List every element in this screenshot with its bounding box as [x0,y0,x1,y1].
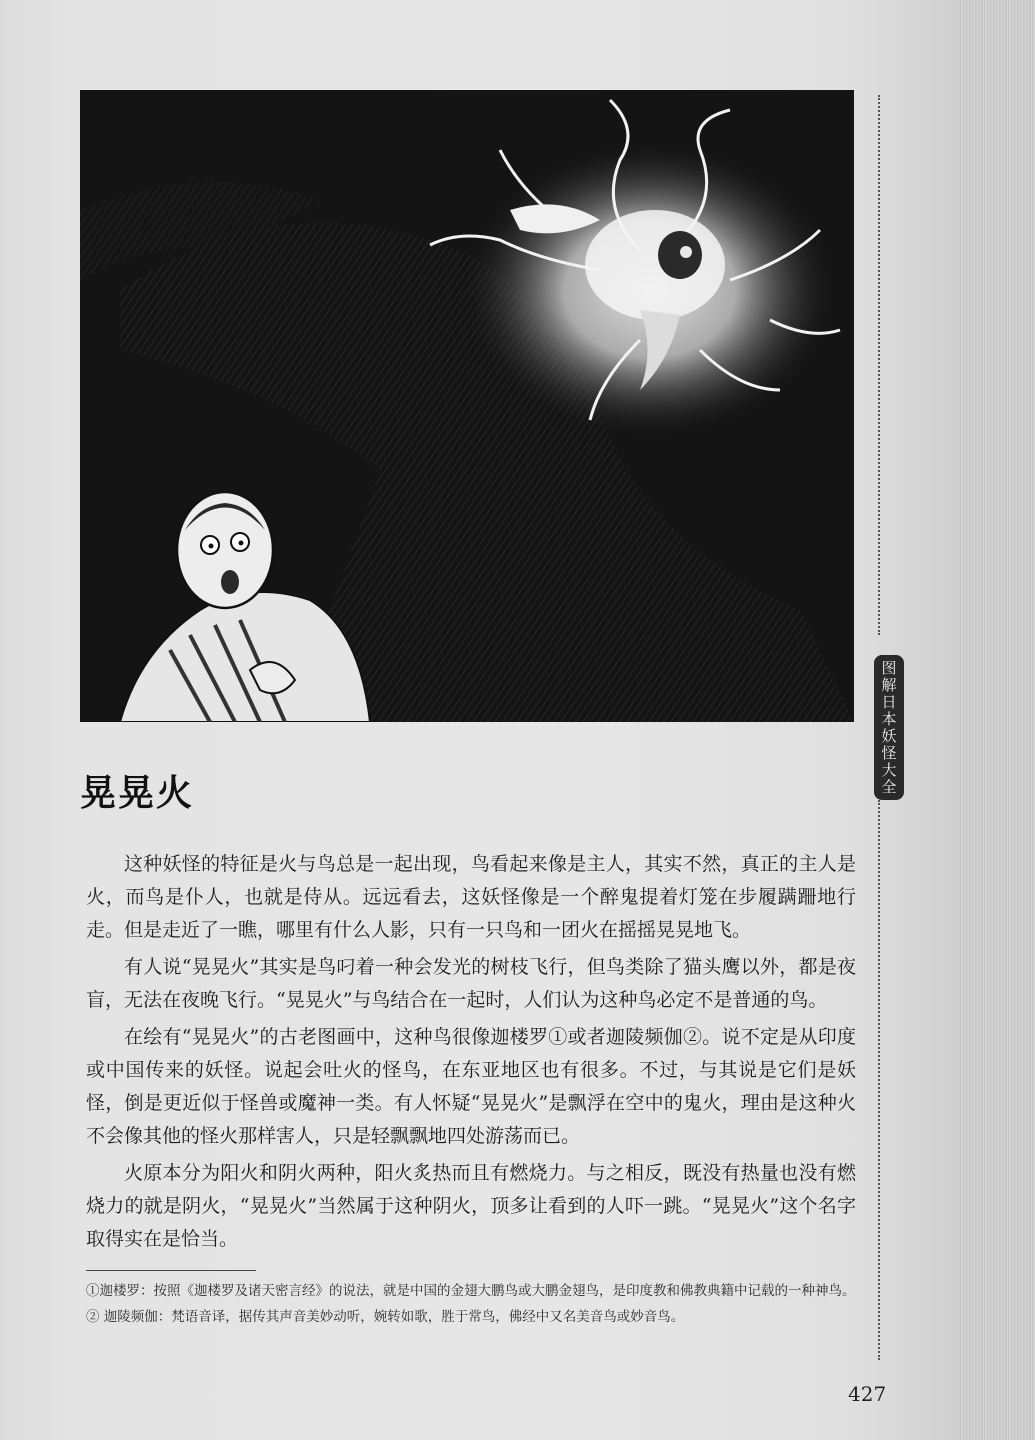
footnote-divider [86,1270,256,1271]
margin-dotted-rule-upper [878,95,880,635]
entry-title: 晃晃火 [80,773,195,814]
footnote: ①迦楼罗：按照《迦楼罗及诸天密言经》的说法，就是中国的金翅大鹏鸟或大鹏金翅鸟，是印度教和佛教典籍中记载的一种神鸟。 [86,1283,856,1299]
illustration-drawing [80,90,854,722]
body-paragraph: 这种妖怪的特征是火与鸟总是一起出现，鸟看起来像是主人，其实不然，真正的主人是火，而鸟是仆人，也就是侍从。远远看去，这妖怪像是一个醉鬼提着灯笼在步履蹒跚地行走。但是走近了一瞧，哪里有什么人影，只有一只鸟和一团火在摇摇晃晃地飞。 [86,853,856,941]
footnotes [86,1278,856,1330]
body-paragraph: 有人说“晃晃火”其实是鸟叼着一种会发光的树枝飞行，但鸟类除了猫头鹰以外，都是夜盲，无法在夜晚飞行。“晃晃火”与鸟结合在一起时，人们认为这种鸟必定不是普通的鸟。 [86,956,856,1011]
body-paragraph: 在绘有“晃晃火”的古老图画中，这种鸟很像迦楼罗①或者迦陵频伽②。说不定是从印度或中国传来的妖怪。说起会吐火的怪鸟，在东亚地区也有很多。不过，与其说是它们是妖怪，倒是更近似于怪兽或魔神一类。有人怀疑“晃晃火”是飘浮在空中的鬼火，理由是这种火不会像其他的怪火那样害人，只是轻飘飘地四处游荡而已。 [86,1026,856,1147]
book-title-tab [874,655,904,800]
page-number: 427 [848,1382,887,1406]
page-stack-edge [960,0,1035,1440]
book-title-tab-label: 图解日本妖怪大全 [879,659,898,796]
footnote: ② 迦陵频伽：梵语音译，据传其声音美妙动听，婉转如歌，胜于常鸟，佛经中又名美音鸟或妙音鸟。 [86,1309,685,1325]
ink-illustration [80,90,854,722]
body-paragraph: 火原本分为阳火和阴火两种，阳火炙热而且有燃烧力。与之相反，既没有热量也没有燃烧力的就是阴火，“晃晃火”当然属于这种阴火，顶多让看到的人吓一跳。“晃晃火”这个名字取得实在是恰当。 [86,1162,856,1250]
margin-dotted-rule-lower [878,800,880,1360]
entry-body [86,848,856,1260]
